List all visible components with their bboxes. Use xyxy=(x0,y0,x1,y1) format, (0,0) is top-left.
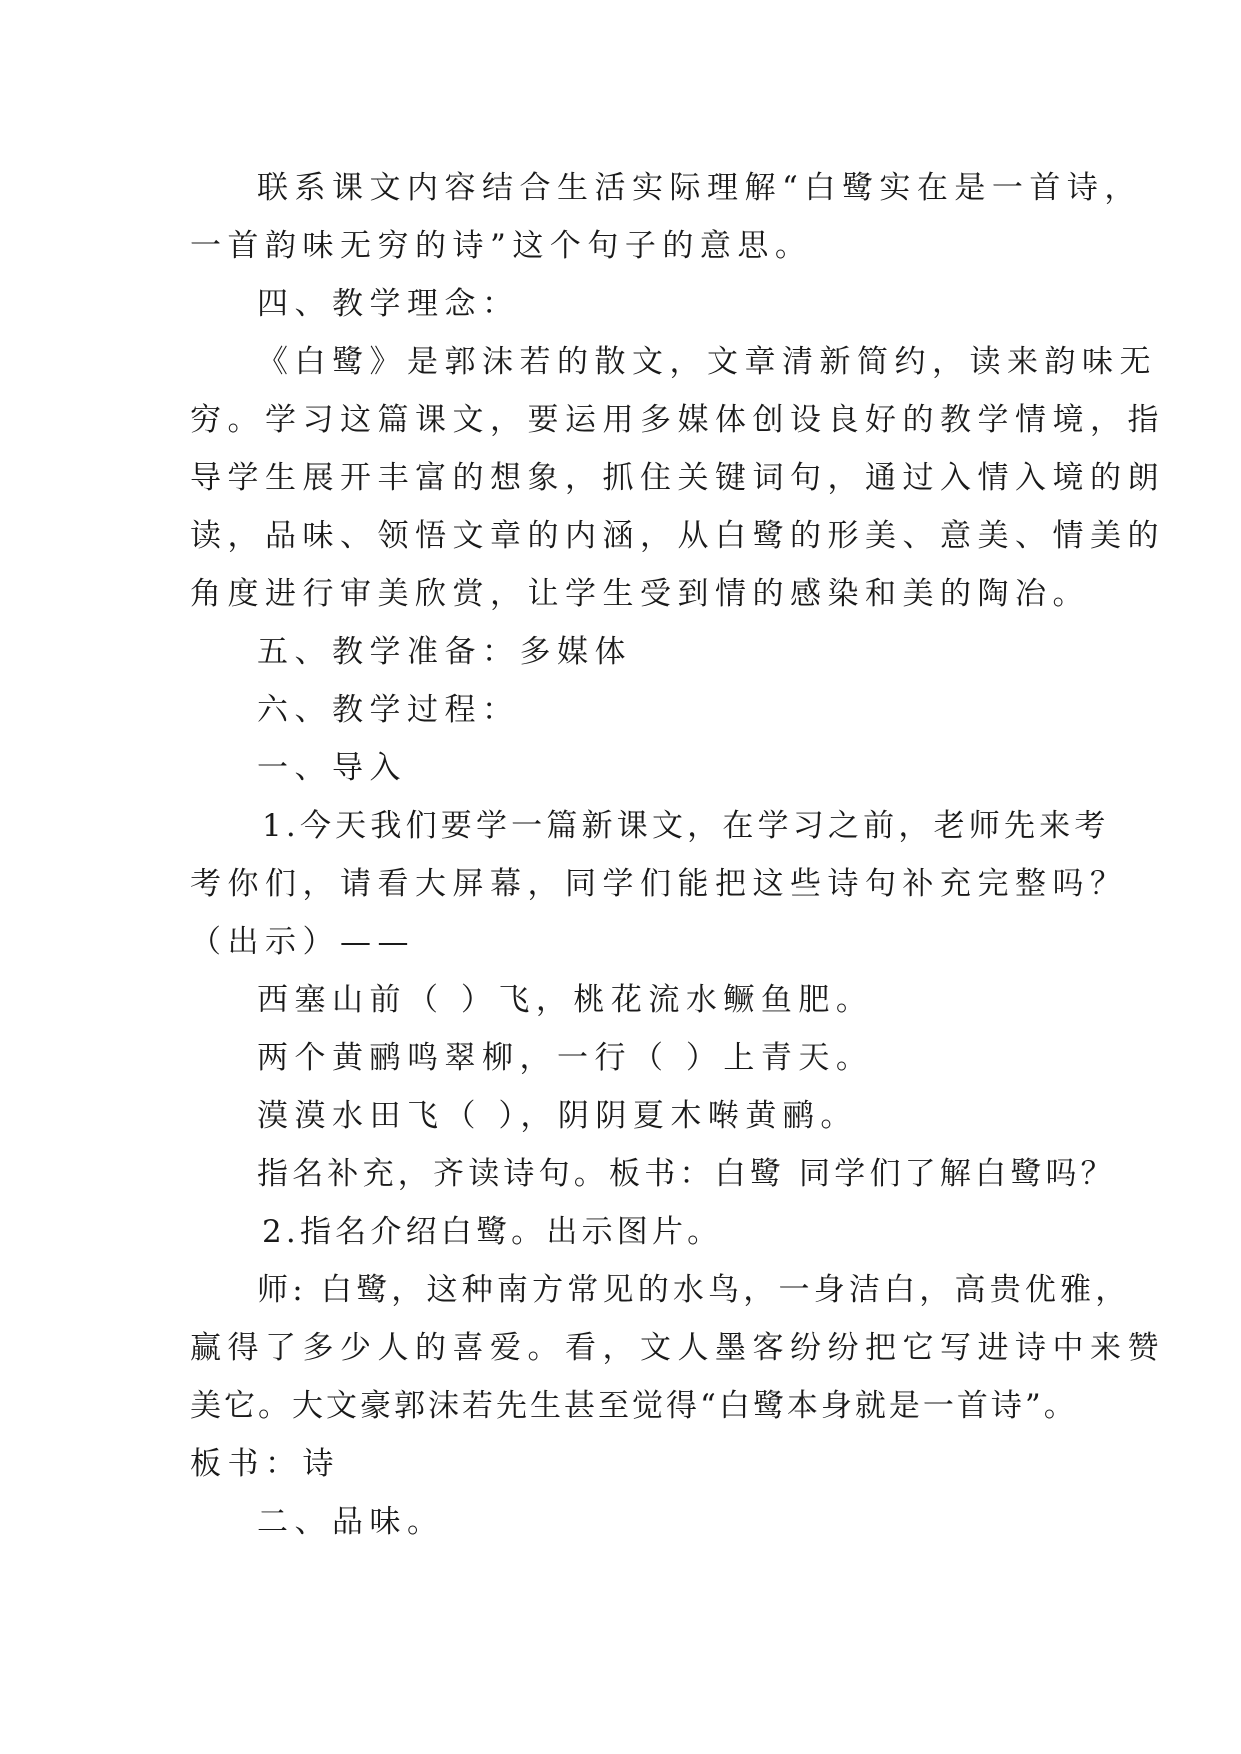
paragraph-line: 《白鹭》是郭沫若的散文，文章清新简约，读来韵味无 xyxy=(257,344,1157,380)
subsection-heading-intro: 一、导入 xyxy=(257,750,407,786)
paragraph-line: 穷。学习这篇课文，要运用多媒体创设良好的教学情境，指 xyxy=(190,402,1165,438)
poem-line: 漠漠水田飞（ ），阴阴夏木啭黄鹂。 xyxy=(257,1098,858,1134)
paragraph-line: 美它。大文豪郭沫若先生甚至觉得“白鹭本身就是一首诗”。 xyxy=(190,1388,1078,1424)
subsection-heading-appreciation: 二、品味。 xyxy=(257,1504,445,1540)
paragraph-line: 角度进行审美欣赏，让学生受到情的感染和美的陶冶。 xyxy=(190,576,1090,612)
paragraph-line: 一首韵味无穷的诗”这个句子的意思。 xyxy=(190,228,813,264)
poem-line: 两个黄鹂鸣翠柳，一行（ ）上青天。 xyxy=(257,1040,874,1076)
paragraph-line: 板书：诗 xyxy=(190,1446,340,1482)
paragraph-line: 1.今天我们要学一篇新课文，在学习之前，老师先来考 xyxy=(262,808,1110,844)
section-heading-preparation: 五、教学准备：多媒体 xyxy=(257,634,632,670)
paragraph-line: 师: 白鹭，这种南方常见的水鸟，一身洁白，高贵优雅， xyxy=(257,1272,1131,1308)
section-heading-philosophy: 四、教学理念： xyxy=(257,286,520,322)
paragraph-line: 导学生展开丰富的想象，抓住关键词句，通过入情入境的朗 xyxy=(190,460,1165,496)
paragraph-line: 读，品味、领悟文章的内涵，从白鹭的形美、意美、情美的 xyxy=(190,518,1165,554)
paragraph-line: 考你们，请看大屏幕，同学们能把这些诗句补充完整吗？ xyxy=(190,866,1128,902)
paragraph-line: 联系课文内容结合生活实际理解“白鹭实在是一首诗， xyxy=(257,170,1142,206)
paragraph-line: （出示）—— xyxy=(190,924,415,960)
paragraph-line: 2.指名介绍白鹭。出示图片。 xyxy=(262,1214,723,1250)
section-heading-process: 六、教学过程： xyxy=(257,692,520,728)
poem-line: 西塞山前（ ）飞，桃花流水鳜鱼肥。 xyxy=(257,982,874,1018)
paragraph-line: 赢得了多少人的喜爱。看，文人墨客纷纷把它写进诗中来赞 xyxy=(190,1330,1165,1366)
paragraph-line: 指名补充，齐读诗句。板书：白鹭 同学们了解白鹭吗？ xyxy=(257,1156,1116,1192)
